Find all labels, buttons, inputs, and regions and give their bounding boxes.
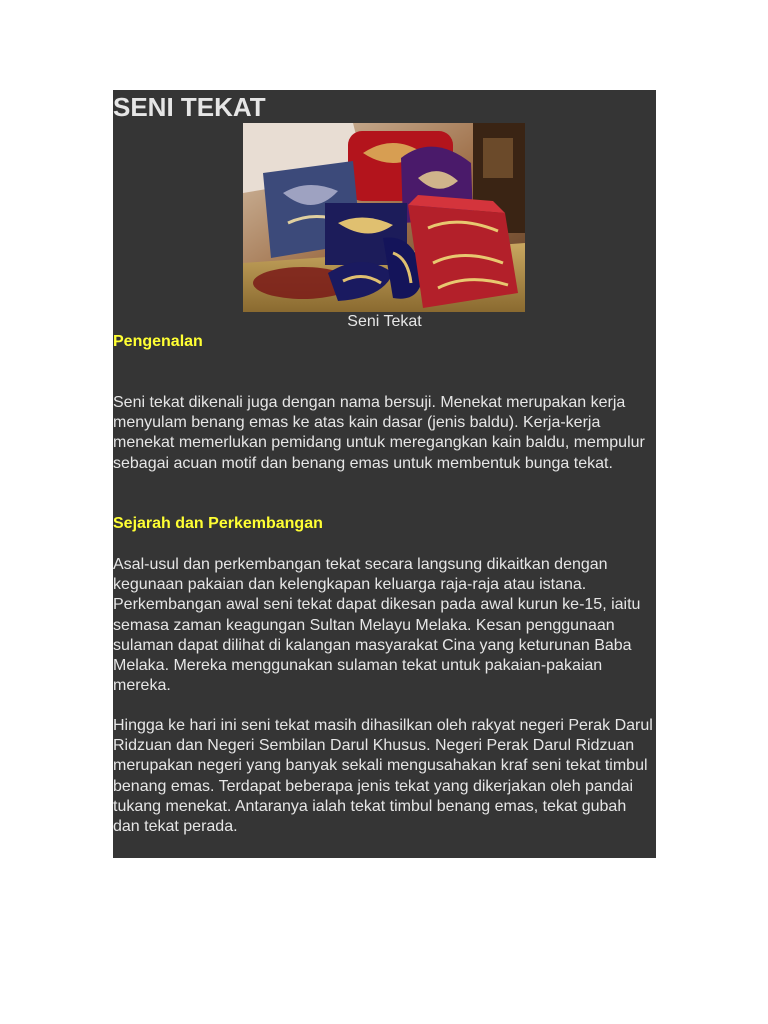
section-heading-sejarah: Sejarah dan Perkembangan	[113, 515, 323, 532]
section-heading-pengenalan: Pengenalan	[113, 333, 203, 350]
document-panel	[113, 90, 656, 858]
figure-caption: Seni Tekat	[347, 313, 422, 330]
page-title: SENI TEKAT	[113, 92, 266, 122]
paragraph-sejarah-1: Asal-usul dan perkembangan tekat secara langsung dikaitkan dengan kegunaan pakaian dan kelengkapan keluarga raja-raja atau istana. Perkembangan awal seni tekat dapat dikesan pada awal kurun ke-15, iaitu semasa zaman keagungan Sultan Melayu Melaka. Kesan penggunaan sulaman dapat dilihat di kalangan masyarakat Cina yang keturunan Baba Melaka. Mereka menggunakan sulaman tekat untuk pakaian-pakaian mereka.	[113, 556, 641, 695]
paragraph-pengenalan: Seni tekat dikenali juga dengan nama bersuji. Menekat merupakan kerja menyulam benang emas ke atas kain dasar (jenis baldu). Kerja-kerja menekat memerlukan pemidang untuk meregangkan kain baldu, mempulur sebagai acuan motif dan benang emas untuk membentuk bunga tekat.	[113, 394, 645, 472]
seni-tekat-photo	[243, 123, 525, 312]
paragraph-sejarah-2: Hingga ke hari ini seni tekat masih dihasilkan oleh rakyat negeri Perak Darul Ridzuan dan Negeri Sembilan Darul Khusus. Negeri Perak Darul Ridzuan merupakan negeri yang banyak sekali mengusahakan kraf seni tekat timbul benang emas. Terdapat beberapa jenis tekat yang dikerjakan oleh pandai tukang menekat. Antaranya ialah tekat timbul benang emas, tekat gubah dan tekat perada.	[113, 717, 653, 836]
